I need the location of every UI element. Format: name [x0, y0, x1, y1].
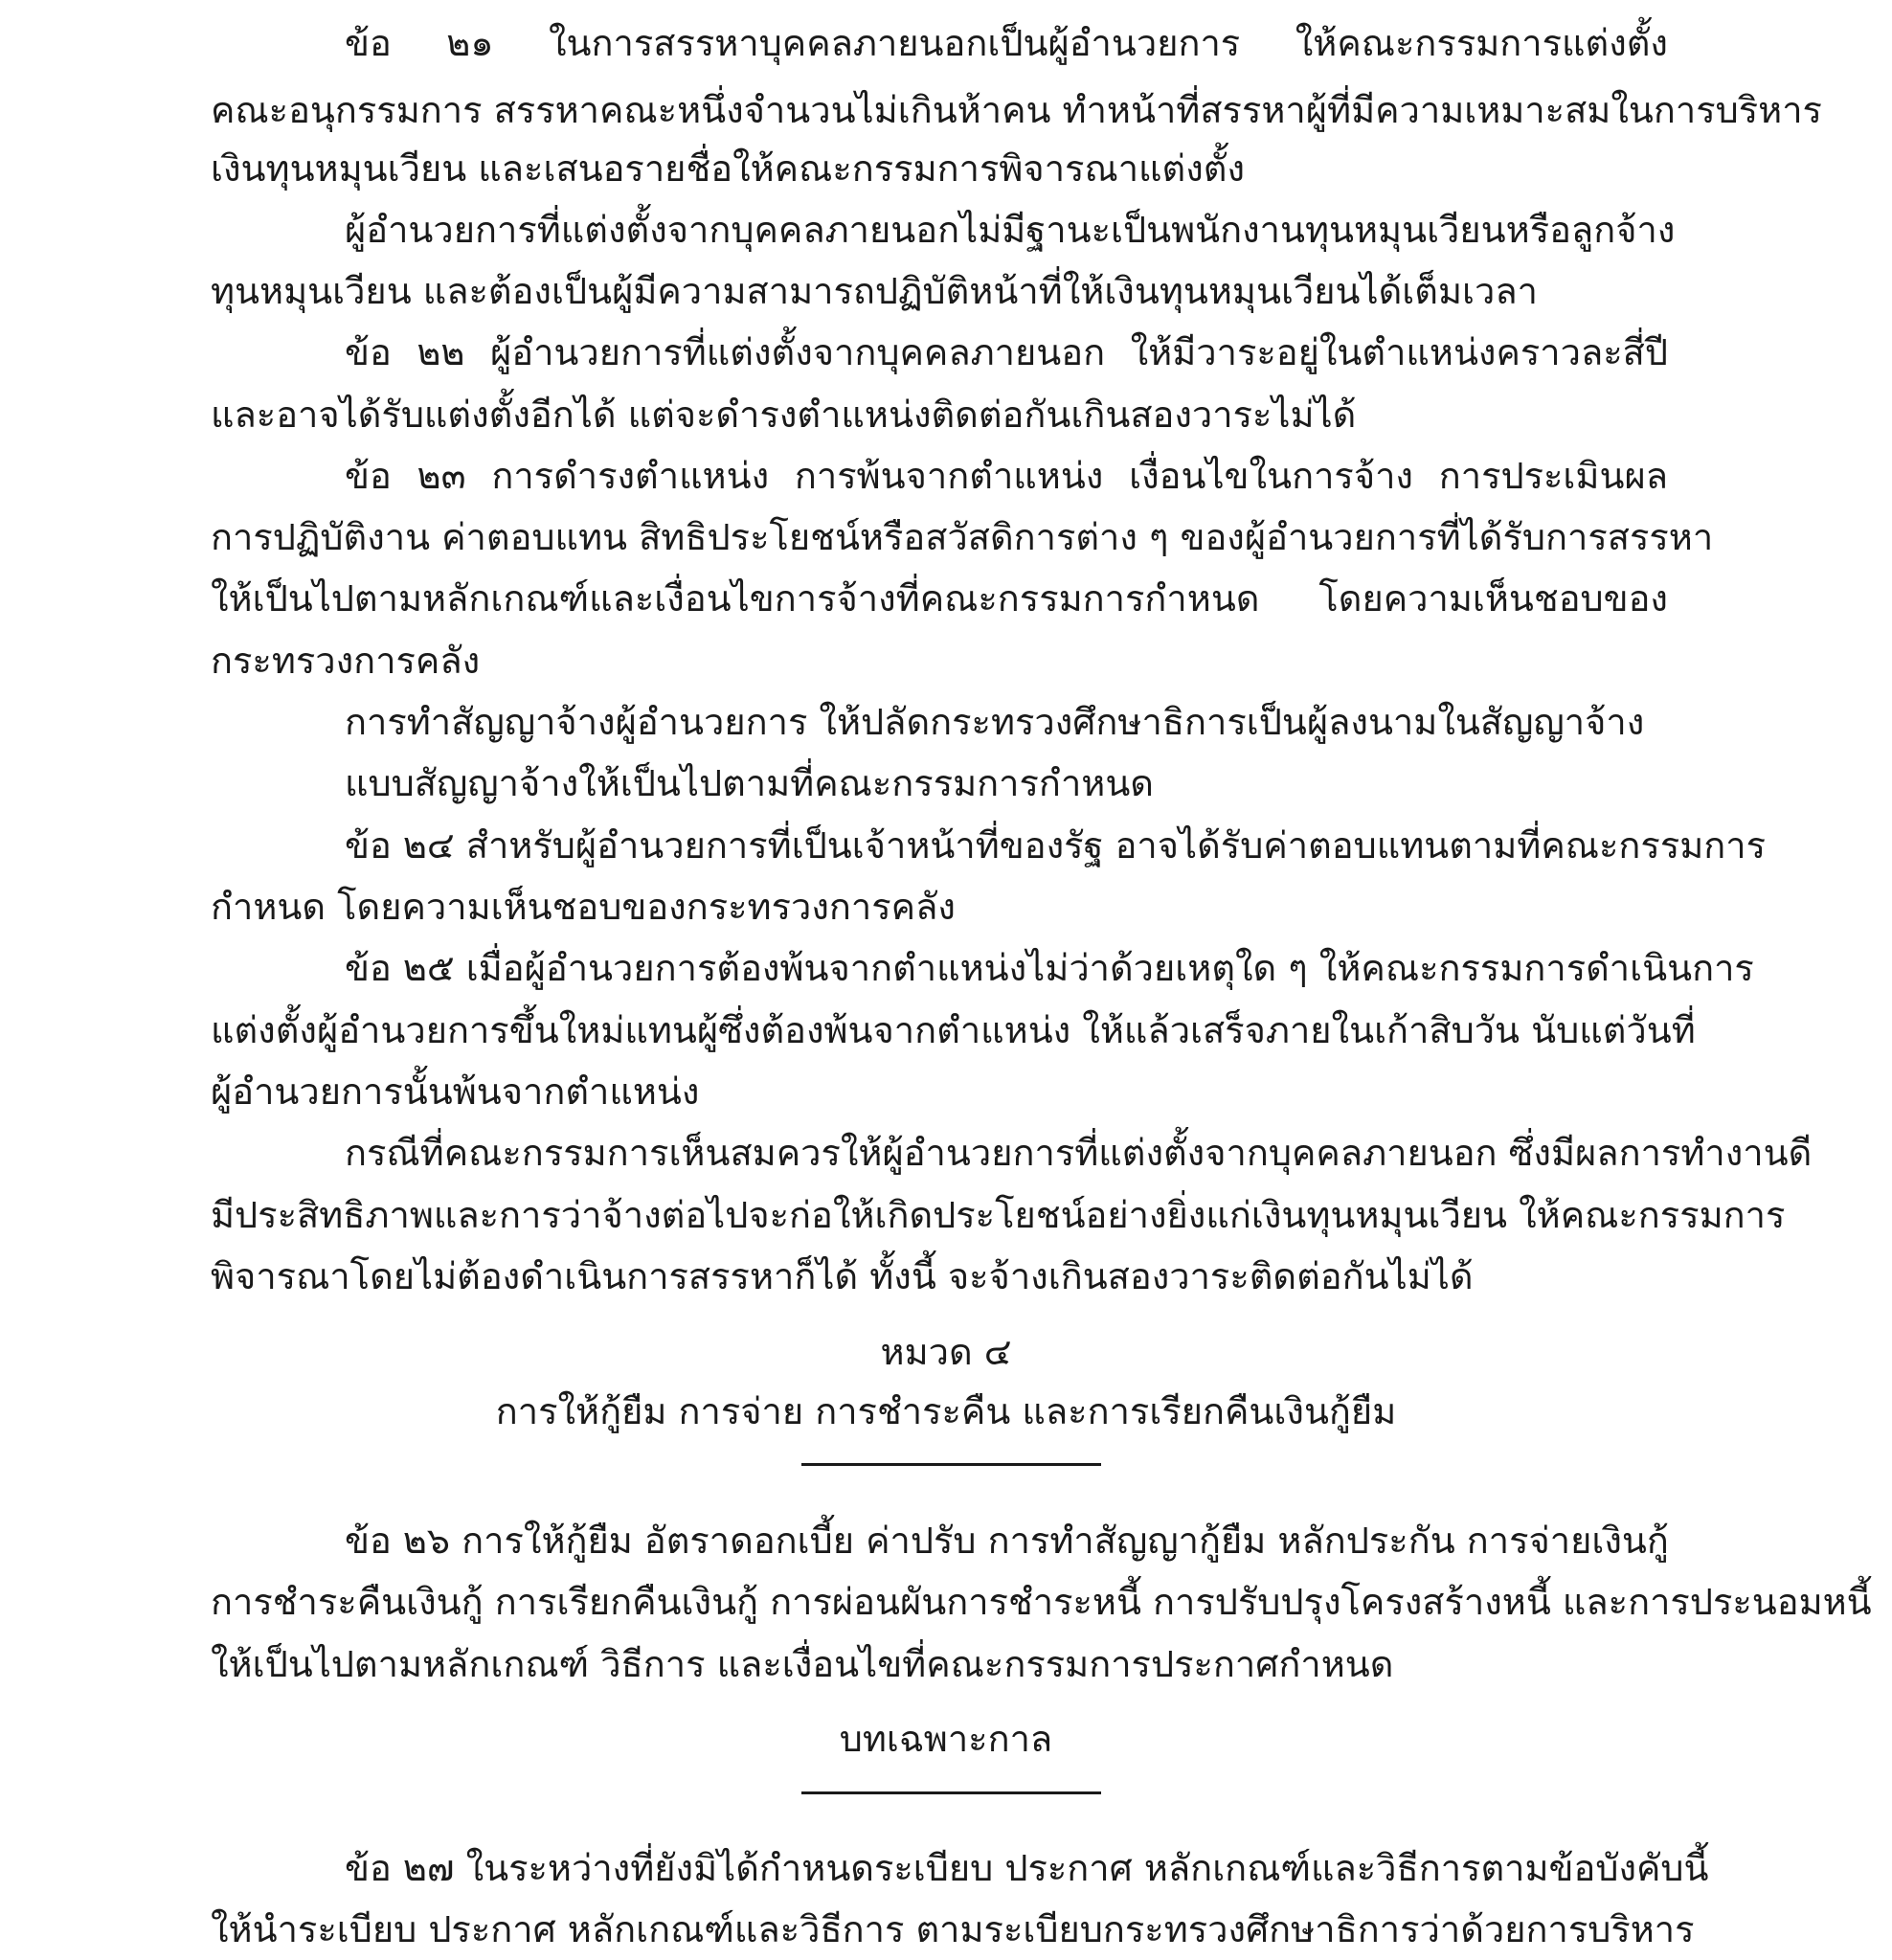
- clause-24-line-1: ข้อ ๒๔ สำหรับผู้อำนวยการที่เป็นเจ้าหน้าที่ของรัฐ อาจได้รับค่าตอบแทนตามที่คณะกรรมการ: [345, 824, 1767, 867]
- clause-21-line-2: คณะอนุกรรมการ สรรหาคณะหนึ่งจำนวนไม่เกินห้าคน ทำหน้าที่สรรหาผู้ที่มีความเหมาะสมในการบริหาร: [211, 89, 1822, 131]
- transitional-heading: บทเฉพาะกาล: [839, 1718, 1053, 1760]
- clause-22-line-2: และอาจได้รับแต่งตั้งอีกได้ แต่จะดำรงตำแหน่งติดต่อกันเกินสองวาระไม่ได้: [211, 394, 1357, 436]
- chapter-divider: [801, 1463, 1101, 1466]
- clause-27-line-2: ให้นำระเบียบ ประกาศ หลักเกณฑ์และวิธีการ ตามระเบียบกระทรวงศึกษาธิการว่าด้วยการบริหาร: [211, 1908, 1695, 1950]
- clause-25-line-2: แต่งตั้งผู้อำนวยการขึ้นใหม่แทนผู้ซึ่งต้องพ้นจากตำแหน่ง ให้แล้วเสร็จภายในเก้าสิบวัน นับแต่วันที่: [211, 1009, 1696, 1051]
- clause-21-para-2-line-2: ทุนหมุนเวียน และต้องเป็นผู้มีความสามารถปฏิบัติหน้าที่ให้เงินทุนหมุนเวียนได้เต็มเวลา: [211, 270, 1538, 312]
- clause-23-line-3: ให้เป็นไปตามหลักเกณฑ์และเงื่อนไขการจ้างที่คณะกรรมการกำหนด โดยความเห็นชอบของ: [211, 577, 1668, 620]
- clause-23-line-2: การปฏิบัติงาน ค่าตอบแทน สิทธิประโยชน์หรือสวัสดิการต่าง ๆ ของผู้อำนวยการที่ได้รับการสรรหา: [211, 516, 1714, 558]
- transitional-divider: [801, 1791, 1101, 1794]
- clause-25-para-2-line-2: มีประสิทธิภาพและการว่าจ้างต่อไปจะก่อให้เกิดประโยชน์อย่างยิ่งแก่เงินทุนหมุนเวียน ให้คณะกรรมการ: [211, 1194, 1786, 1236]
- clause-21-line-3: เงินทุนหมุนเวียน และเสนอรายชื่อให้คณะกรรมการพิจารณาแต่งตั้ง: [211, 147, 1245, 190]
- clause-24-line-2: กำหนด โดยความเห็นชอบของกระทรวงการคลัง: [211, 886, 956, 928]
- clause-23-para-3: แบบสัญญาจ้างให้เป็นไปตามที่คณะกรรมการกำหนด: [345, 762, 1154, 804]
- clause-23-line-4: กระทรวงการคลัง: [211, 640, 481, 682]
- clause-27-line-1: ข้อ ๒๗ ในระหว่างที่ยังมิได้กำหนดระเบียบ ประกาศ หลักเกณฑ์และวิธีการตามข้อบังคับนี้: [345, 1847, 1709, 1889]
- chapter-title: การให้กู้ยืม การจ่าย การชำระคืน และการเรียกคืนเงินกู้ยืม: [495, 1390, 1397, 1432]
- clause-25-line-3: ผู้อำนวยการนั้นพ้นจากตำแหน่ง: [211, 1070, 700, 1113]
- clause-26-line-1: ข้อ ๒๖ การให้กู้ยืม อัตราดอกเบี้ย ค่าปรับ การทำสัญญากู้ยืม หลักประกัน การจ่ายเงินกู้: [345, 1520, 1669, 1562]
- clause-22-line-1: ข้อ ๒๒ ผู้อำนวยการที่แต่งตั้งจากบุคคลภายนอก ให้มีวาระอยู่ในตำแหน่งคราวละสี่ปี: [345, 331, 1668, 373]
- clause-26-line-2: การชำระคืนเงินกู้ การเรียกคืนเงินกู้ การผ่อนผันการชำระหนี้ การปรับปรุงโครงสร้างหนี้ และการประนอมหนี้: [211, 1581, 1872, 1623]
- clause-25-line-1: ข้อ ๒๕ เมื่อผู้อำนวยการต้องพ้นจากตำแหน่งไม่ว่าด้วยเหตุใด ๆ ให้คณะกรรมการดำเนินการ: [345, 947, 1754, 989]
- clause-21-para-2-line-1: ผู้อำนวยการที่แต่งตั้งจากบุคคลภายนอกไม่มีฐานะเป็นพนักงานทุนหมุนเวียนหรือลูกจ้าง: [345, 209, 1676, 251]
- clause-23-para-2: การทำสัญญาจ้างผู้อำนวยการ ให้ปลัดกระทรวงศึกษาธิการเป็นผู้ลงนามในสัญญาจ้าง: [345, 701, 1645, 743]
- clause-26-line-3: ให้เป็นไปตามหลักเกณฑ์ วิธีการ และเงื่อนไขที่คณะกรรมการประกาศกำหนด: [211, 1643, 1394, 1685]
- clause-25-para-2-line-3: พิจารณาโดยไม่ต้องดำเนินการสรรหาก็ได้ ทั้งนี้ จะจ้างเกินสองวาระติดต่อกันไม่ได้: [211, 1255, 1474, 1297]
- clause-23-line-1: ข้อ ๒๓ การดำรงตำแหน่ง การพ้นจากตำแหน่ง เงื่อนไขในการจ้าง การประเมินผล: [345, 455, 1668, 497]
- chapter-heading: หมวด ๔: [880, 1331, 1012, 1373]
- clause-21-line-1: ข้อ ๒๑ ในการสรรหาบุคคลภายนอกเป็นผู้อำนวยการ ให้คณะกรรมการแต่งตั้ง: [345, 22, 1668, 64]
- clause-25-para-2-line-1: กรณีที่คณะกรรมการเห็นสมควรให้ผู้อำนวยการที่แต่งตั้งจากบุคคลภายนอก ซึ่งมีผลการทำงานดี: [345, 1132, 1813, 1174]
